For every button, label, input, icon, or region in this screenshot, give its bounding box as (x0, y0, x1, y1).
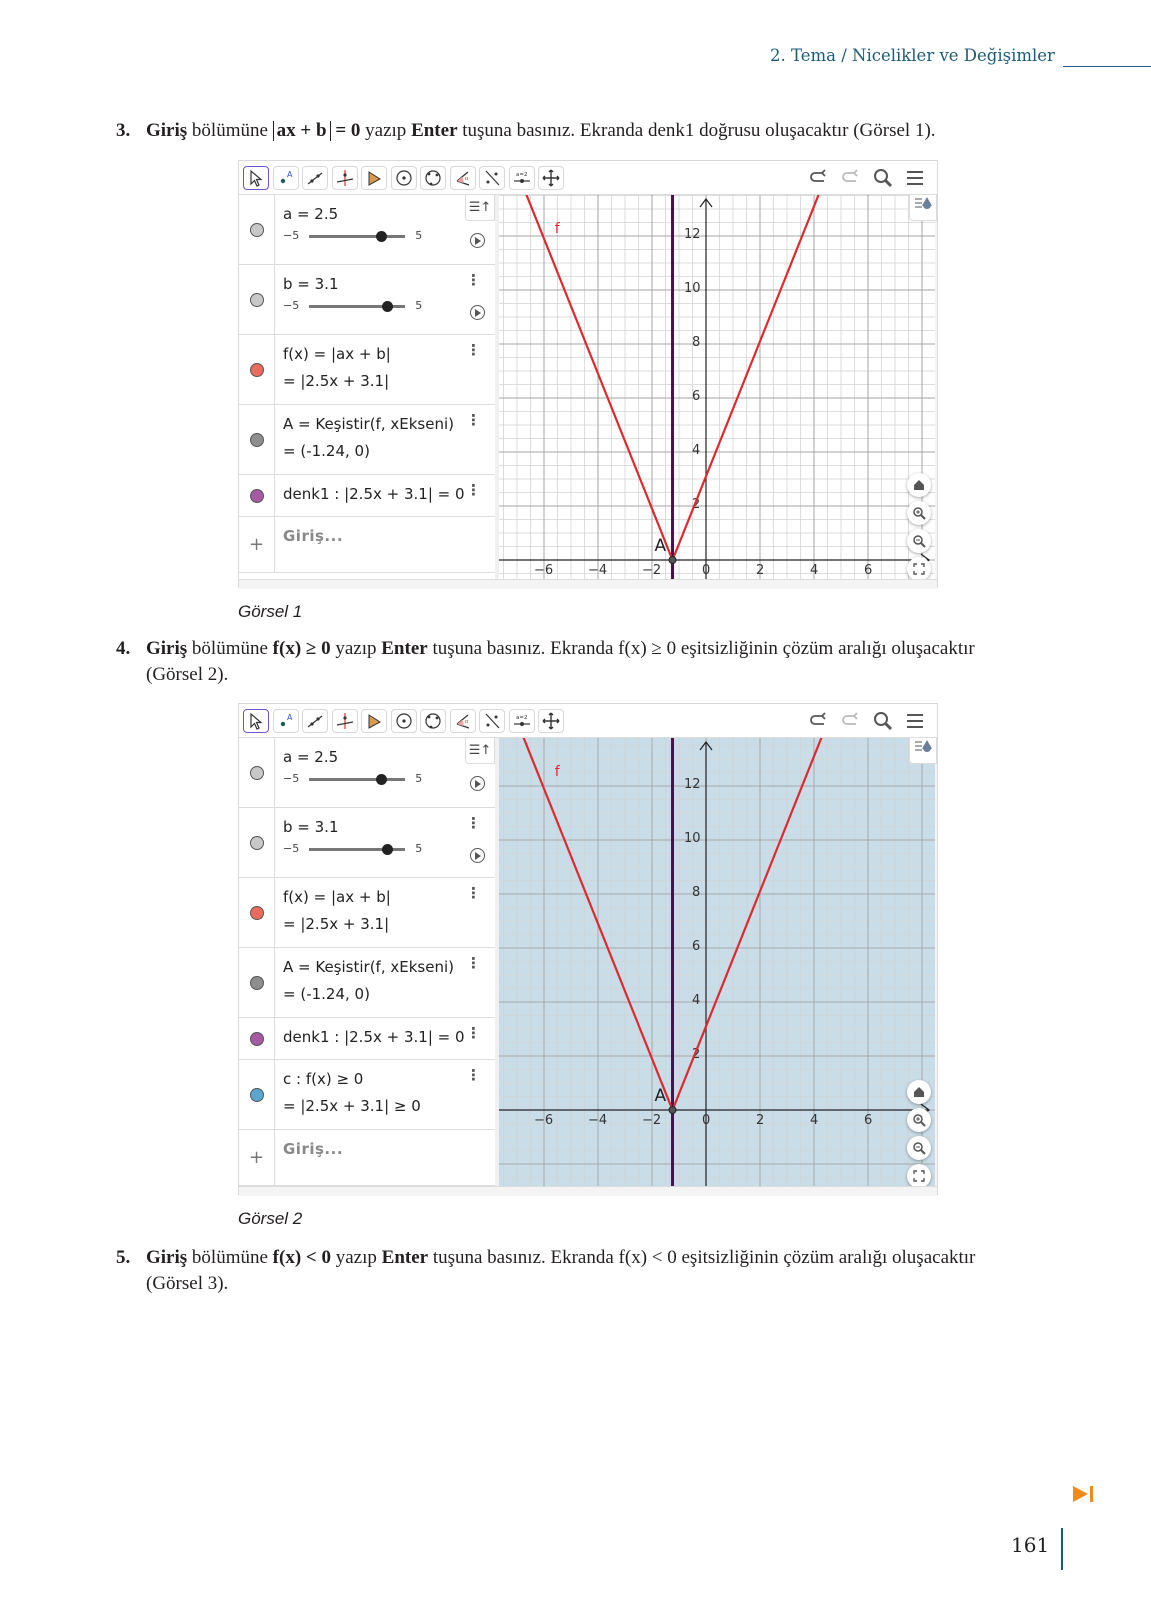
page-number: 161 (1011, 1533, 1050, 1557)
slider-track[interactable] (309, 778, 405, 781)
perpendicular-tool-icon (336, 169, 354, 187)
graphics-style-button[interactable] (909, 195, 937, 221)
circle-three-points-tool-button[interactable] (420, 709, 446, 733)
visibility-toggle[interactable] (250, 489, 264, 503)
y-tick-label: 6 (692, 939, 701, 954)
search-button[interactable] (871, 167, 895, 189)
point-tool-button[interactable] (273, 709, 299, 733)
step-text: yazıp (330, 1247, 382, 1268)
svg-text:α: α (464, 176, 468, 182)
algebra-row[interactable] (239, 948, 495, 1018)
algebra-row[interactable] (239, 265, 495, 335)
x-tick-label: −4 (588, 563, 608, 578)
perpendicular-tool-button[interactable] (332, 709, 358, 733)
running-head-rule (1063, 66, 1151, 67)
line-tool-icon (306, 169, 324, 187)
figure-caption: Görsel 2 (238, 1209, 303, 1228)
polygon-tool-button[interactable] (361, 709, 387, 733)
redo-button[interactable] (839, 167, 863, 189)
graphics-view[interactable] (499, 738, 937, 1186)
figure-caption: Görsel 1 (238, 602, 303, 621)
slider-max: 5 (415, 842, 423, 855)
keyword-enter: Enter (381, 1247, 429, 1268)
reflect-tool-icon (483, 712, 501, 730)
svg-text:A: A (286, 713, 292, 722)
zoom-in-icon (912, 1113, 926, 1127)
point-label: A (654, 1086, 667, 1106)
search-icon (872, 710, 894, 732)
circle-three-points-tool-icon (424, 712, 442, 730)
move-tool-icon (247, 712, 265, 730)
polygon-tool-icon (365, 169, 383, 187)
input-row[interactable] (239, 1130, 495, 1186)
plus-icon: + (248, 1147, 265, 1168)
definition[interactable]: denk1 : |2.5x + 3.1| = 0 (283, 485, 465, 503)
input-bar[interactable]: Giriş... (283, 527, 344, 545)
more-options-icon[interactable]: ⋮ (466, 481, 481, 499)
step-text: yazıp (360, 120, 412, 141)
y-tick-label: 6 (692, 389, 701, 404)
polygon-tool-icon (365, 712, 383, 730)
y-tick-label: 10 (684, 831, 701, 846)
slider-track[interactable] (309, 305, 405, 308)
y-tick-label: 10 (684, 281, 701, 296)
graph-objects (499, 738, 935, 1186)
y-tick-label: 4 (692, 443, 701, 458)
step-number: 5. (116, 1247, 131, 1268)
formula-suffix: = 0 (330, 120, 361, 141)
step-text: bölümüne (187, 120, 273, 141)
x-tick-label: 2 (756, 563, 765, 578)
slider-tool-button[interactable] (509, 166, 535, 190)
menu-button[interactable] (903, 710, 927, 732)
visibility-toggle[interactable] (250, 836, 264, 850)
line-tool-icon (306, 712, 324, 730)
slider-max: 5 (415, 772, 423, 785)
slider-max: 5 (415, 299, 423, 312)
move-tool-button[interactable] (243, 709, 269, 733)
page-number-rule (1061, 1528, 1063, 1570)
perpendicular-tool-button[interactable] (332, 166, 358, 190)
definition[interactable]: A = Keşistir(f, xEkseni) (283, 415, 454, 433)
zoom-in-button[interactable] (907, 501, 931, 525)
point-tool-icon (277, 712, 295, 730)
running-head: 2. Tema / Nicelikler ve Değişimler (770, 46, 1055, 65)
x-tick-label: 6 (864, 1113, 873, 1128)
algebra-sort-button[interactable]: ☰↑ (465, 738, 495, 764)
angle-tool-icon (454, 169, 472, 187)
value: = |2.5x + 3.1| (283, 372, 390, 390)
move-tool-button[interactable] (243, 166, 269, 190)
zoom-out-icon (912, 534, 926, 548)
fullscreen-button[interactable] (907, 1164, 931, 1186)
value: = |2.5x + 3.1| (283, 915, 390, 933)
zoom-out-button[interactable] (907, 1136, 931, 1160)
more-options-icon[interactable]: ⋮ (466, 1066, 481, 1084)
undo-button[interactable] (807, 710, 831, 732)
slider-knob[interactable] (382, 844, 393, 855)
graphics-settings-icon (913, 195, 933, 211)
visibility-toggle[interactable] (250, 906, 264, 920)
play-icon[interactable] (470, 233, 485, 248)
graphics-style-button[interactable] (909, 738, 937, 764)
input-row[interactable] (239, 517, 495, 573)
svg-text:a=2: a=2 (515, 715, 527, 721)
step-5 (116, 1245, 1076, 1297)
algebra-sort-button[interactable]: ☰↑ (465, 195, 495, 221)
slider-min: −5 (283, 229, 300, 242)
visibility-toggle[interactable] (250, 1088, 264, 1102)
home-button[interactable] (907, 473, 931, 497)
value: = (-1.24, 0) (283, 442, 370, 460)
more-options-icon[interactable]: ⋮ (466, 814, 481, 832)
circle-center-tool-button[interactable] (391, 166, 417, 190)
keyword-giris: Giriş (146, 1247, 188, 1268)
next-page-icon[interactable] (1073, 1485, 1095, 1508)
keyword-enter: Enter (411, 120, 458, 141)
x-tick-label: −2 (642, 563, 662, 578)
point-a (669, 1107, 676, 1114)
circle-center-tool-icon (395, 712, 413, 730)
visibility-toggle[interactable] (250, 293, 264, 307)
slider-knob[interactable] (376, 231, 387, 242)
slider-min: −5 (283, 772, 300, 785)
move-graphics-tool-button[interactable] (538, 166, 564, 190)
circle-center-tool-icon (395, 169, 413, 187)
x-tick-label: 6 (864, 563, 873, 578)
play-icon[interactable] (470, 305, 485, 320)
move-tool-icon (247, 169, 265, 187)
value: = |2.5x + 3.1| ≥ 0 (283, 1097, 421, 1115)
step-number: 4. (116, 638, 131, 659)
point-tool-icon (277, 169, 295, 187)
slider-max: 5 (415, 229, 423, 242)
algebra-row[interactable] (239, 475, 495, 517)
step-text: yazıp (330, 638, 382, 659)
algebra-row[interactable] (239, 335, 495, 405)
function-f-graph (499, 738, 862, 1110)
x-tick-label: −6 (534, 563, 554, 578)
line-tool-button[interactable] (302, 166, 328, 190)
slider-tool-icon (513, 169, 531, 187)
menu-button[interactable] (903, 167, 927, 189)
x-tick-label: 4 (810, 563, 819, 578)
slider-definition[interactable]: b = 3.1 (283, 275, 339, 293)
definition[interactable]: A = Keşistir(f, xEkseni) (283, 958, 454, 976)
menu-icon (904, 710, 926, 732)
fullscreen-icon (912, 562, 926, 576)
function-label: f (554, 221, 560, 237)
undo-button[interactable] (807, 167, 831, 189)
angle-tool-button[interactable] (450, 709, 476, 733)
toolbar (239, 704, 937, 738)
algebra-row[interactable] (239, 878, 495, 948)
fullscreen-icon (912, 1169, 926, 1183)
slider-track[interactable] (309, 235, 405, 238)
slider-definition[interactable]: b = 3.1 (283, 818, 339, 836)
reflect-tool-button[interactable] (479, 166, 505, 190)
play-icon[interactable] (470, 848, 485, 863)
undo-icon (808, 167, 830, 189)
point-a (669, 557, 676, 564)
value: = (-1.24, 0) (283, 985, 370, 1003)
slider-knob[interactable] (376, 774, 387, 785)
y-tick-label: 4 (692, 993, 701, 1008)
line-tool-button[interactable] (302, 709, 328, 733)
slider-track[interactable] (309, 848, 405, 851)
more-options-icon[interactable]: ⋮ (466, 271, 481, 289)
more-options-icon[interactable]: ⋮ (466, 1024, 481, 1042)
y-tick-label: 2 (692, 1047, 701, 1062)
x-tick-label: 0 (702, 1113, 711, 1128)
circle-center-tool-button[interactable] (391, 709, 417, 733)
more-options-icon[interactable]: ⋮ (466, 411, 481, 429)
redo-button[interactable] (839, 710, 863, 732)
move-graphics-tool-icon (542, 712, 560, 730)
angle-tool-icon (454, 712, 472, 730)
slider-definition[interactable]: a = 2.5 (283, 205, 339, 223)
home-button[interactable] (907, 1080, 931, 1104)
zoom-in-icon (912, 506, 926, 520)
input-bar[interactable]: Giriş... (283, 1140, 344, 1158)
keyword-giris: Giriş (146, 120, 188, 141)
function-label: f (554, 764, 560, 780)
visibility-toggle[interactable] (250, 1032, 264, 1046)
x-tick-label: 2 (756, 1113, 765, 1128)
home-icon (912, 478, 926, 492)
visibility-toggle[interactable] (250, 976, 264, 990)
definition[interactable]: f(x) = |ax + b| (283, 345, 391, 363)
fullscreen-button[interactable] (907, 557, 931, 579)
zoom-in-button[interactable] (907, 1108, 931, 1132)
slider-knob[interactable] (382, 301, 393, 312)
perpendicular-tool-icon (336, 712, 354, 730)
algebra-view (239, 738, 499, 1186)
plus-icon: + (248, 534, 265, 555)
graphics-view[interactable] (499, 195, 937, 579)
keyword-enter: Enter (381, 638, 428, 659)
step-text: (Görsel 2). (146, 664, 229, 685)
step-text: tuşuna basınız. Ekranda denk1 doğrusu oluşacaktır (Görsel 1). (457, 120, 936, 141)
toolbar (239, 161, 937, 195)
algebra-row[interactable] (239, 1060, 495, 1130)
function-f-graph (499, 195, 862, 560)
algebra-row[interactable] (239, 195, 495, 265)
formula: f(x) ≥ 0 (272, 638, 331, 659)
formula: ax + b (273, 121, 331, 141)
more-options-icon[interactable]: ⋮ (466, 954, 481, 972)
algebra-row[interactable] (239, 808, 495, 878)
zoom-out-icon (912, 1141, 926, 1155)
y-tick-label: 8 (692, 335, 701, 350)
circle-three-points-tool-icon (424, 169, 442, 187)
step-text: tuşuna basınız. Ekranda f(x) ≥ 0 eşitsizliğinin çözüm aralığı oluşacaktır (427, 638, 975, 659)
redo-icon (840, 167, 862, 189)
visibility-toggle[interactable] (250, 223, 264, 237)
x-tick-label: −4 (588, 1113, 608, 1128)
redo-icon (840, 710, 862, 732)
visibility-toggle[interactable] (250, 766, 264, 780)
x-tick-label: 0 (702, 563, 711, 578)
slider-min: −5 (283, 842, 300, 855)
step-number: 3. (116, 120, 131, 141)
slider-tool-button[interactable] (509, 709, 535, 733)
play-icon[interactable] (470, 776, 485, 791)
geogebra-window-1 (238, 160, 938, 588)
slider-min: −5 (283, 299, 300, 312)
circle-three-points-tool-button[interactable] (420, 166, 446, 190)
y-tick-label: 12 (684, 227, 701, 242)
x-tick-label: 4 (810, 1113, 819, 1128)
more-options-icon[interactable]: ⋮ (466, 884, 481, 902)
angle-tool-button[interactable] (450, 166, 476, 190)
step-3 (116, 118, 1076, 144)
svg-text:α: α (464, 719, 468, 725)
step-text: tuşuna basınız. Ekranda f(x) < 0 eşitsizliğinin çözüm aralığı oluşacaktır (428, 1247, 976, 1268)
algebra-view (239, 195, 499, 579)
visibility-toggle[interactable] (250, 363, 264, 377)
definition[interactable]: c : f(x) ≥ 0 (283, 1070, 364, 1088)
x-tick-label: −2 (642, 1113, 662, 1128)
svg-text:A: A (286, 170, 292, 179)
keyword-giris: Giriş (146, 638, 188, 659)
zoom-out-button[interactable] (907, 529, 931, 553)
y-tick-label: 2 (692, 497, 701, 512)
home-icon (912, 1085, 926, 1099)
more-options-icon[interactable]: ⋮ (466, 341, 481, 359)
step-4 (116, 636, 1076, 688)
algebra-row[interactable] (239, 1018, 495, 1060)
formula: f(x) < 0 (272, 1247, 331, 1268)
svg-text:a=2: a=2 (515, 172, 527, 178)
slider-tool-icon (513, 712, 531, 730)
algebra-row[interactable] (239, 405, 495, 475)
definition[interactable]: f(x) = |ax + b| (283, 888, 391, 906)
search-button[interactable] (871, 710, 895, 732)
visibility-toggle[interactable] (250, 433, 264, 447)
point-tool-button[interactable] (273, 166, 299, 190)
geogebra-window-2 (238, 703, 938, 1195)
definition[interactable]: denk1 : |2.5x + 3.1| = 0 (283, 1028, 465, 1046)
move-graphics-tool-button[interactable] (538, 709, 564, 733)
step-text: (Görsel 3). (146, 1273, 229, 1294)
x-tick-label: −6 (534, 1113, 554, 1128)
step-text: bölümüne (187, 1247, 273, 1268)
undo-icon (808, 710, 830, 732)
y-tick-label: 8 (692, 885, 701, 900)
graph-objects (499, 195, 935, 579)
step-text: bölümüne (187, 638, 273, 659)
menu-icon (904, 167, 926, 189)
reflect-tool-button[interactable] (479, 709, 505, 733)
graphics-settings-icon (913, 738, 933, 754)
move-graphics-tool-icon (542, 169, 560, 187)
search-icon (872, 167, 894, 189)
point-label: A (654, 536, 667, 556)
y-tick-label: 12 (684, 777, 701, 792)
polygon-tool-button[interactable] (361, 166, 387, 190)
reflect-tool-icon (483, 169, 501, 187)
algebra-row[interactable] (239, 738, 495, 808)
slider-definition[interactable]: a = 2.5 (283, 748, 339, 766)
